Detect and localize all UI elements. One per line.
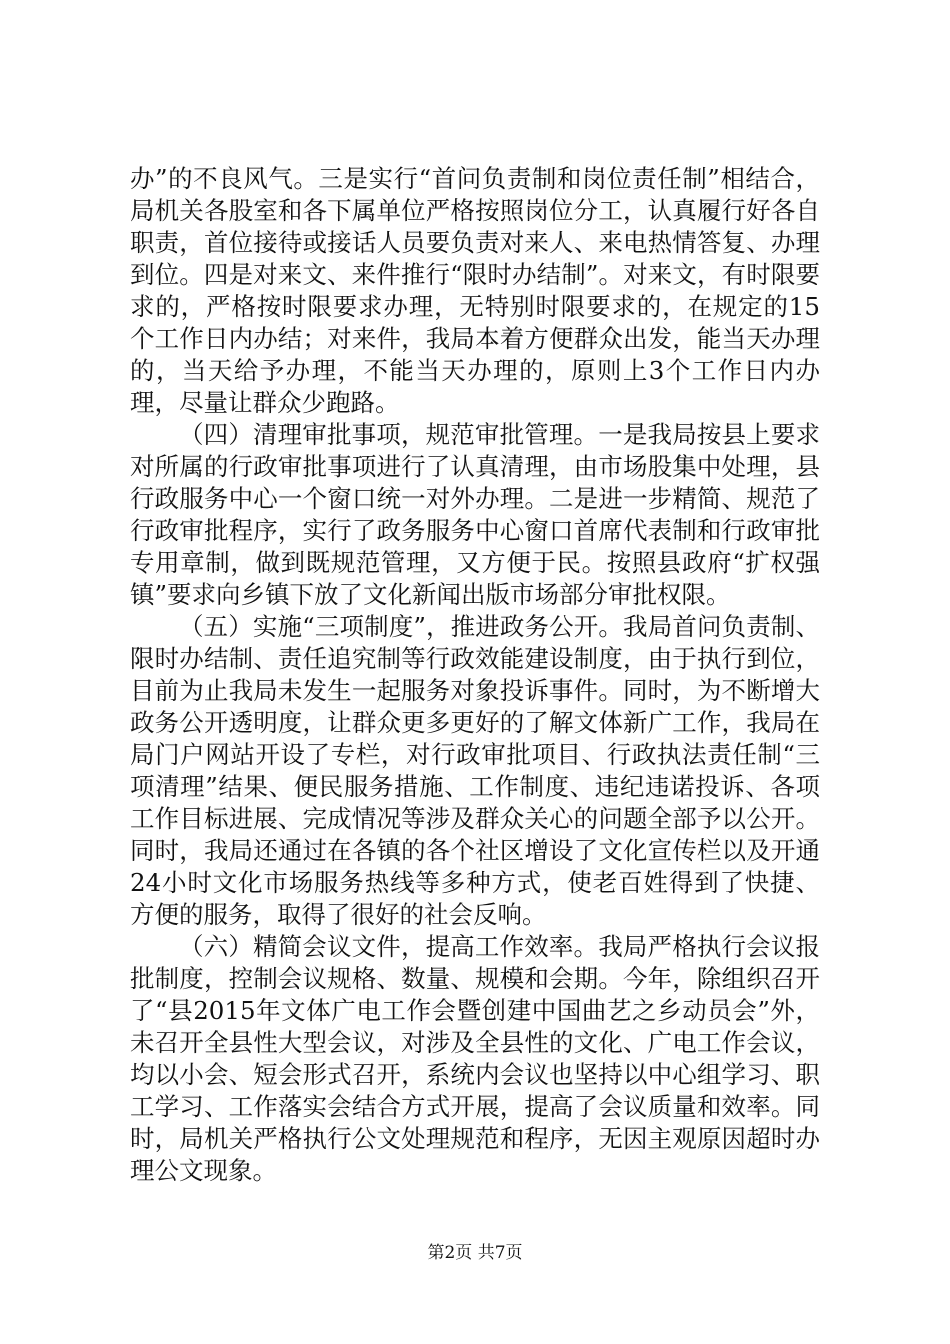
- paragraph-continuation: 办”的不良风气。三是实行“首问负责制和岗位责任制”相结合，局机关各股室和各下属单位严格按照岗位分工，认真履行好各自职责，首位接待或接话人员要负责对来人、来电热情答复、办理到位。四是对来文、来件推行“限时办结制”。对来文，有时限要求的，严格按时限要求办理，无特别时限要求的，在规定的15个工作日内办结；对来件，我局本着方便群众出发，能当天办理的，当天给予办理，不能当天办理的，原则上3个工作日内办理，尽量让群众少跑路。: [130, 164, 820, 417]
- paragraph-section-4: （四）清理审批事项，规范审批管理。一是我局按县上要求对所属的行政审批事项进行了认真清理，由市场股集中处理，县行政服务中心一个窗口统一对外办理。二是进一步精简、规范了行政审批程序，实行了政务服务中心窗口首席代表制和行政审批专用章制，做到既规范管理，又方便于民。按照县政府“扩权强镇”要求向乡镇下放了文化新闻出版市场部分审批权限。: [130, 420, 820, 609]
- paragraph-section-6: （六）精简会议文件，提高工作效率。我局严格执行会议报批制度，控制会议规格、数量、规模和会期。今年，除组织召开了“县2015年文体广电工作会暨创建中国曲艺之乡动员会”外，未召开全县性大型会议，对涉及全县性的文化、广电工作会议，均以小会、短会形式召开，系统内会议也坚持以中心组学习、职工学习、工作落实会结合方式开展，提高了会议质量和效率。同时，局机关严格执行公文处理规范和程序，无因主观原因超时办理公文现象。: [130, 932, 820, 1185]
- document-body: [130, 163, 820, 1187]
- page-number-footer: 第2页 共7页: [427, 1243, 523, 1263]
- paragraph-section-5: （五）实施“三项制度”，推进政务公开。我局首问负责制、限时办结制、责任追究制等行政效能建设制度，由于执行到位，目前为止我局未发生一起服务对象投诉事件。同时，为不断增大政务公开透明度，让群众更多更好的了解文体新广工作，我局在局门户网站开设了专栏，对行政审批项目、行政执法责任制“三项清理”结果、便民服务措施、工作制度、违纪违诺投诉、各项工作目标进展、完成情况等涉及群众关心的问题全部予以公开。同时，我局还通过在各镇的各个社区增设了文化宣传栏以及开通24小时文化市场服务热线等多种方式，使老百姓得到了快捷、方便的服务，取得了很好的社会反响。: [130, 612, 820, 929]
